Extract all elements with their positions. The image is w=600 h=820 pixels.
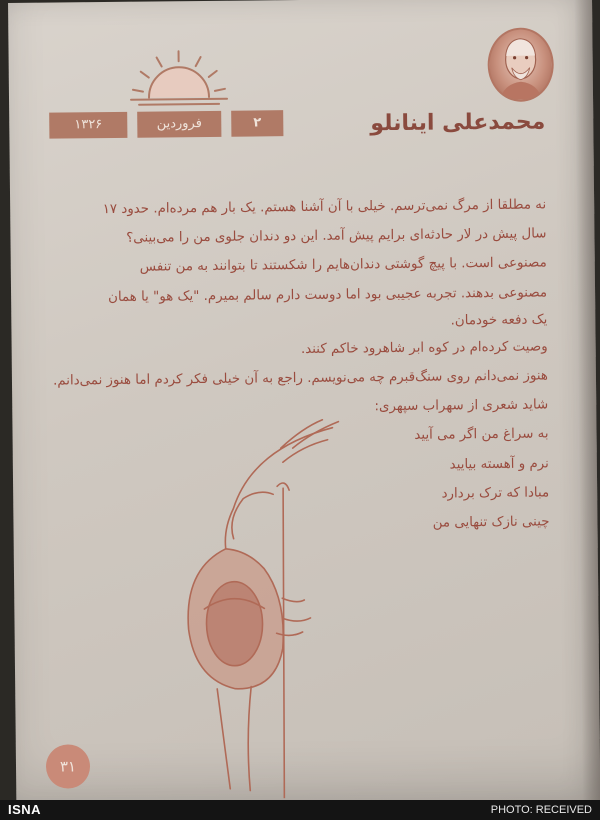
page-spine-shadow bbox=[574, 0, 600, 800]
text-line: مصنوعی بدهند. تجربه عجیبی بود اما دوست دارم سالم بمیرم. "یک هو" یا همان bbox=[108, 284, 548, 305]
portrait-face-icon bbox=[489, 29, 552, 100]
text-line: یک دفعه خودمان. bbox=[450, 312, 548, 329]
book-page bbox=[8, 0, 600, 800]
poem-line: نرم و آهسته بیایید bbox=[449, 455, 549, 472]
mountaineer-sketch bbox=[162, 417, 356, 799]
agency-logo: ISNA bbox=[8, 802, 42, 817]
page-title: محمدعلی اینانلو bbox=[370, 109, 546, 137]
portrait-photo bbox=[487, 27, 554, 102]
date-month-badge: فروردین bbox=[137, 111, 221, 138]
text-line: نه مطلقا از مرگ نمی‌ترسم. خیلی با آن آشنا هستم. یک بار هم مرده‌ام. حدود ۱۷ bbox=[102, 197, 547, 218]
date-day-badge: ۲ bbox=[231, 110, 283, 137]
text-line: هنوز نمی‌دانم روی سنگ‌قبرم چه می‌نویسم. راجع به آن خیلی فکر کردم اما هنوز نمی‌دانم. bbox=[52, 368, 549, 389]
text-line: مصنوعی است. با پیچ گوشتی دندان‌هایم را شکستند تا بتوانند به من تنفس bbox=[139, 255, 547, 276]
page-number: ۳۱ bbox=[46, 744, 90, 788]
poem-line: چینی نازک تنهایی من bbox=[432, 514, 550, 531]
text-line: شاید شعری از سهراب سپهری: bbox=[374, 397, 549, 415]
photo-credit: PHOTO: RECEIVED bbox=[490, 804, 592, 816]
poem-line: مبادا که ترک بردارد bbox=[441, 485, 550, 502]
text-line: وصیت کرده‌ام در کوه ابر شاهرود خاکم کنند. bbox=[300, 339, 548, 357]
poem-line: به سراغ من اگر می آیید bbox=[414, 426, 549, 444]
sunrise-icon bbox=[126, 47, 231, 110]
date-year-badge: ۱۳۲۶ bbox=[49, 112, 127, 139]
text-line: سال پیش در لار حادثه‌ای برایم پیش آمد. این دو دندان جلوی من را می‌بینی؟ bbox=[126, 226, 547, 247]
